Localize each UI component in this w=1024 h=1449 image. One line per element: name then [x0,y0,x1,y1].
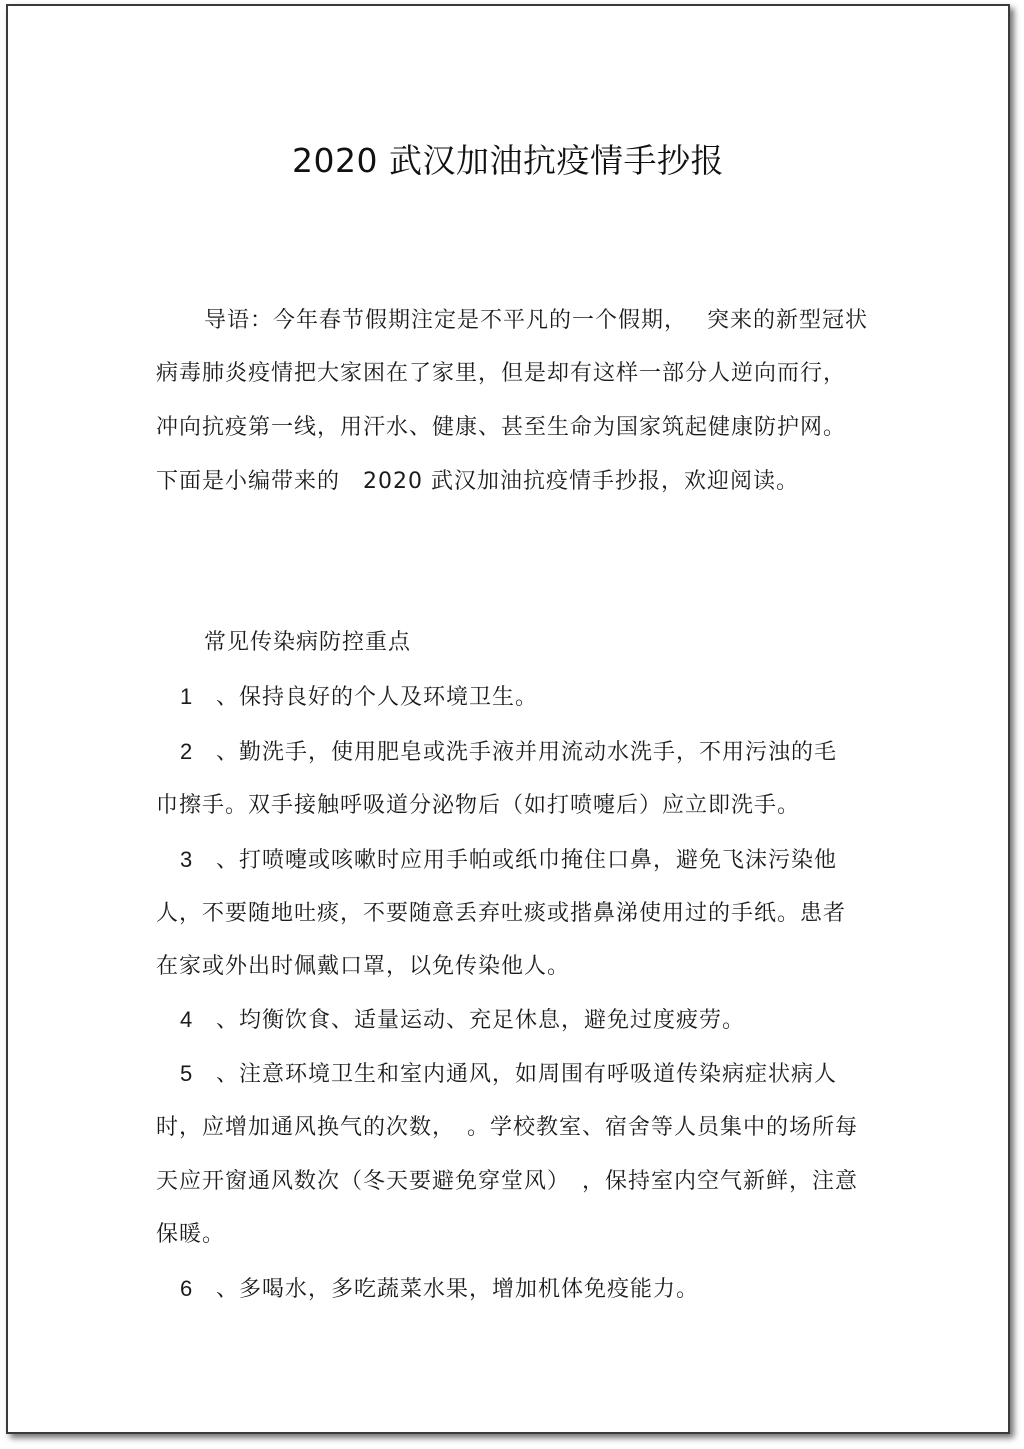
item-number: 6 [180,1276,194,1301]
intro-line: 下面是小编带来的 2020 武汉加油抗疫情手抄报，欢迎阅读。 [156,469,799,494]
intro-line: 导语：今年春节假期注定是不平凡的一个假期， 突来的新型冠状 [204,308,868,333]
item-continuation: 人，不要随地吐痰，不要随意丢弃吐痰或揩鼻涕使用过的手纸。患者 [156,901,847,926]
item-number: 5 [180,1061,194,1086]
item-continuation: 时，应增加通风换气的次数， 。学校教室、宿舍等人员集中的场所每 [156,1115,859,1140]
list-item [180,1274,699,1305]
item-text: 、均衡饮食、适量运动、充足休息，避免过度疲劳。 [216,1008,746,1033]
item-text: 、多喝水，多吃蔬菜水果，增加机体免疫能力。 [216,1277,700,1302]
item-number: 4 [180,1007,194,1032]
item-number: 2 [180,739,194,764]
item-text: 、勤洗手，使用肥皂或洗手液并用流动水洗手，不用污浊的毛 [216,740,838,765]
item-text: 、注意环境卫生和室内通风，如周围有呼吸道传染病症状病人 [216,1062,838,1087]
list-item [180,1005,745,1036]
item-continuation: 巾擦手。双手接触呼吸道分泌物后（如打喷嚏后）应立即洗手。 [156,793,801,818]
intro-line: 病毒肺炎疫情把大家困在了家里，但是却有这样一部分人逆向而行， [156,361,847,386]
item-continuation: 天应开窗通风数次（冬天要避免穿堂风） ，保持室内空气新鲜，注意 [156,1169,859,1194]
item-number: 1 [180,684,194,709]
item-text: 、保持良好的个人及环境卫生。 [216,685,539,710]
document-page [6,4,1010,1434]
list-item [180,1059,837,1090]
section-heading: 常见传染病防控重点 [204,630,412,655]
item-number: 3 [180,847,194,872]
list-item [180,737,837,768]
item-text: 、打喷嚏或咳嗽时应用手帕或纸巾掩住口鼻，避免飞沫污染他 [216,848,838,873]
item-continuation: 保暖。 [156,1222,226,1247]
document-title: 2020 武汉加油抗疫情手抄报 [292,141,724,180]
intro-line: 冲向抗疫第一线，用汗水、健康、甚至生命为国家筑起健康防护网。 [156,415,847,440]
list-item [180,682,538,713]
item-continuation: 在家或外出时佩戴口罩，以免传染他人。 [156,954,571,979]
list-item [180,845,837,876]
